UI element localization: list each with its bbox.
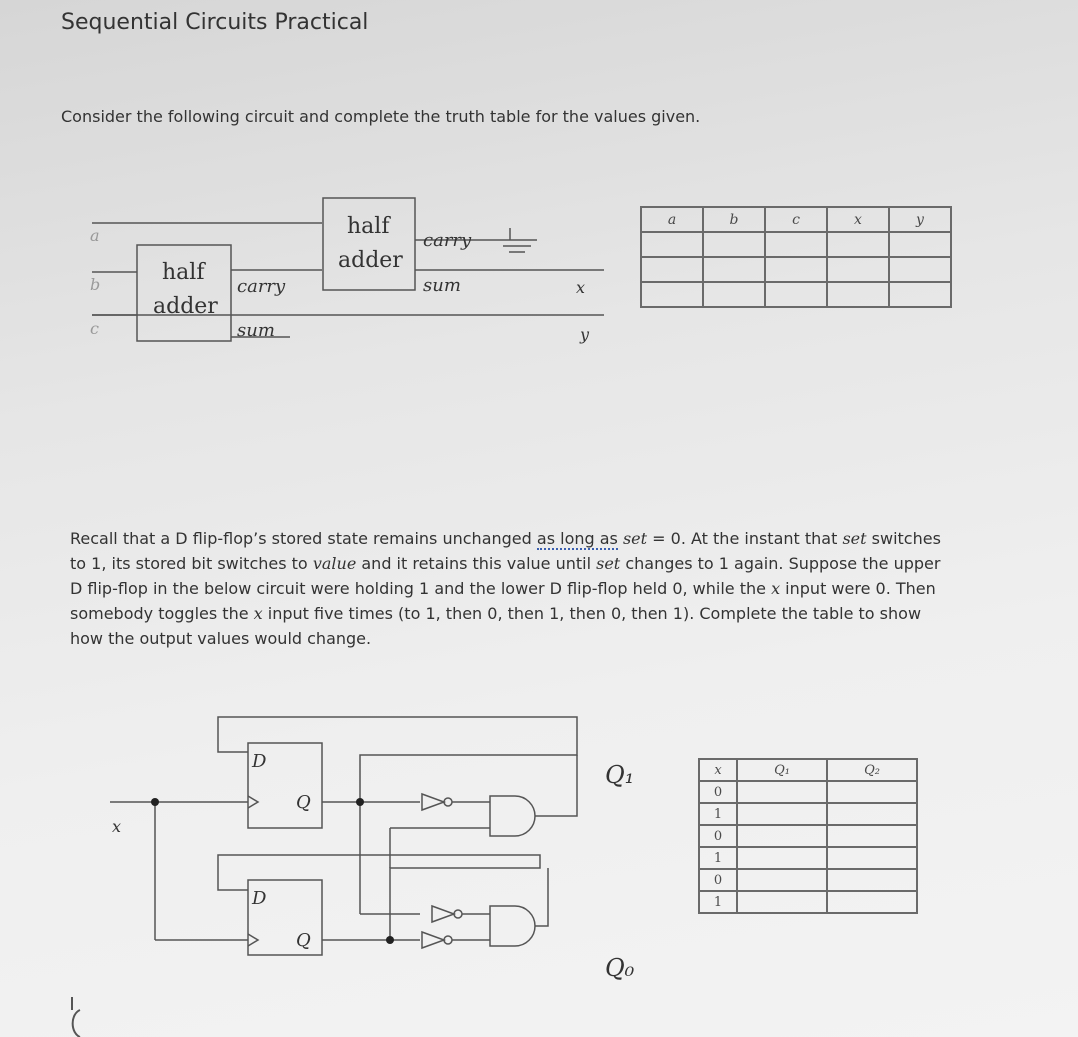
and-gate-upper — [490, 796, 535, 836]
header-q1: Q₁ — [737, 759, 827, 781]
input-label-a: a — [90, 226, 100, 245]
x-value: 0 — [699, 825, 737, 847]
toggle-table — [698, 758, 918, 914]
x-value: 0 — [699, 869, 737, 891]
table-cell[interactable] — [827, 891, 917, 913]
q-label-lower: Q — [296, 930, 311, 951]
x-input-label: x — [112, 817, 122, 836]
para-emphasis: set — [596, 554, 621, 573]
table-cell[interactable] — [737, 869, 827, 891]
not-gate-lower-2 — [432, 906, 454, 922]
table-row — [699, 869, 917, 891]
d-label-upper: D — [252, 751, 267, 772]
table-row — [699, 825, 917, 847]
table-row — [699, 781, 917, 803]
header-c: c — [765, 207, 827, 232]
half-adder-2-label-top: half — [347, 214, 390, 239]
header-x: x — [699, 759, 737, 781]
para-emphasis: value — [312, 554, 357, 573]
table-row — [699, 759, 917, 781]
para-text: and it retains this value until — [356, 554, 597, 573]
para-text: input five times (to 1, then 0, then 1, then 0, then 1). Complete the table to show how the output values would change. — [70, 604, 922, 648]
half-adder-2-label-bottom: adder — [338, 248, 403, 273]
input-label-b: b — [90, 275, 101, 294]
table-row — [699, 847, 917, 869]
q1-output-label: Q₁ — [605, 761, 635, 789]
output-label-y: y — [580, 325, 590, 344]
d-label-lower: D — [252, 888, 267, 909]
x-value: 1 — [699, 803, 737, 825]
page-edge-curve — [73, 1010, 80, 1037]
sum-label-2: sum — [423, 275, 461, 296]
page-title: Sequential Circuits Practical — [61, 10, 369, 35]
junction-lower-q — [386, 936, 394, 944]
x-value: 0 — [699, 781, 737, 803]
table-cell[interactable] — [737, 781, 827, 803]
table-cell[interactable] — [827, 869, 917, 891]
clock-mark-lower — [248, 934, 258, 946]
header-b: b — [703, 207, 765, 232]
table-row — [699, 803, 917, 825]
carry-label-2: carry — [423, 230, 472, 251]
table-row — [699, 891, 917, 913]
junction-upper-q — [356, 798, 364, 806]
lower-and-output — [535, 868, 548, 926]
clock-mark-upper — [248, 796, 258, 808]
table-cell[interactable] — [827, 781, 917, 803]
para-emphasis: set — [617, 529, 648, 548]
carry-label-1: carry — [237, 276, 286, 297]
header-x: x — [827, 207, 889, 232]
not-gate-lower-1 — [422, 932, 444, 948]
table-cell[interactable] — [737, 825, 827, 847]
and-gate-lower — [490, 906, 535, 946]
table-cell[interactable] — [737, 891, 827, 913]
input-label-c: c — [90, 319, 99, 338]
x-value: 1 — [699, 847, 737, 869]
para-text: = 0. At the instant that — [647, 529, 843, 548]
para-text: input were 0. Then somebody toggles the — [70, 579, 936, 623]
para-emphasis: set — [842, 529, 867, 548]
half-adder-1-label-top: half — [162, 260, 205, 285]
header-y: y — [889, 207, 951, 232]
table-cell[interactable] — [737, 847, 827, 869]
q0-output-label: Q₀ — [605, 954, 635, 982]
para-text: Recall that a D flip-flop’s stored state remains unchanged — [70, 529, 537, 548]
header-q2: Q₂ — [827, 759, 917, 781]
feedback-upper — [218, 717, 577, 802]
table-cell[interactable] — [827, 803, 917, 825]
para-emphasis: x — [771, 579, 781, 598]
table-cell[interactable] — [737, 803, 827, 825]
table-cell[interactable] — [827, 847, 917, 869]
upper-and-output — [535, 755, 577, 816]
para-text: switches to 1, its stored bit switches to — [70, 529, 941, 573]
intro-text: Consider the following circuit and complete the truth table for the values given. — [61, 107, 701, 126]
x-value: 1 — [699, 891, 737, 913]
para-text: changes to 1 again. Suppose the upper D flip-flop in the below circuit were holding 1 and the lower D flip-flop held 0, while the — [70, 554, 941, 598]
not-gate-upper — [422, 794, 444, 810]
output-label-x: x — [576, 278, 586, 297]
spellcheck-link[interactable]: as long as — [536, 529, 618, 548]
junction-x — [151, 798, 159, 806]
sum-label-1: sum — [237, 320, 275, 341]
para-emphasis: x — [253, 604, 263, 623]
header-a: a — [641, 207, 703, 232]
half-adder-1-label-bottom: adder — [153, 294, 218, 319]
q-label-upper: Q — [296, 792, 311, 813]
table-cell[interactable] — [827, 825, 917, 847]
